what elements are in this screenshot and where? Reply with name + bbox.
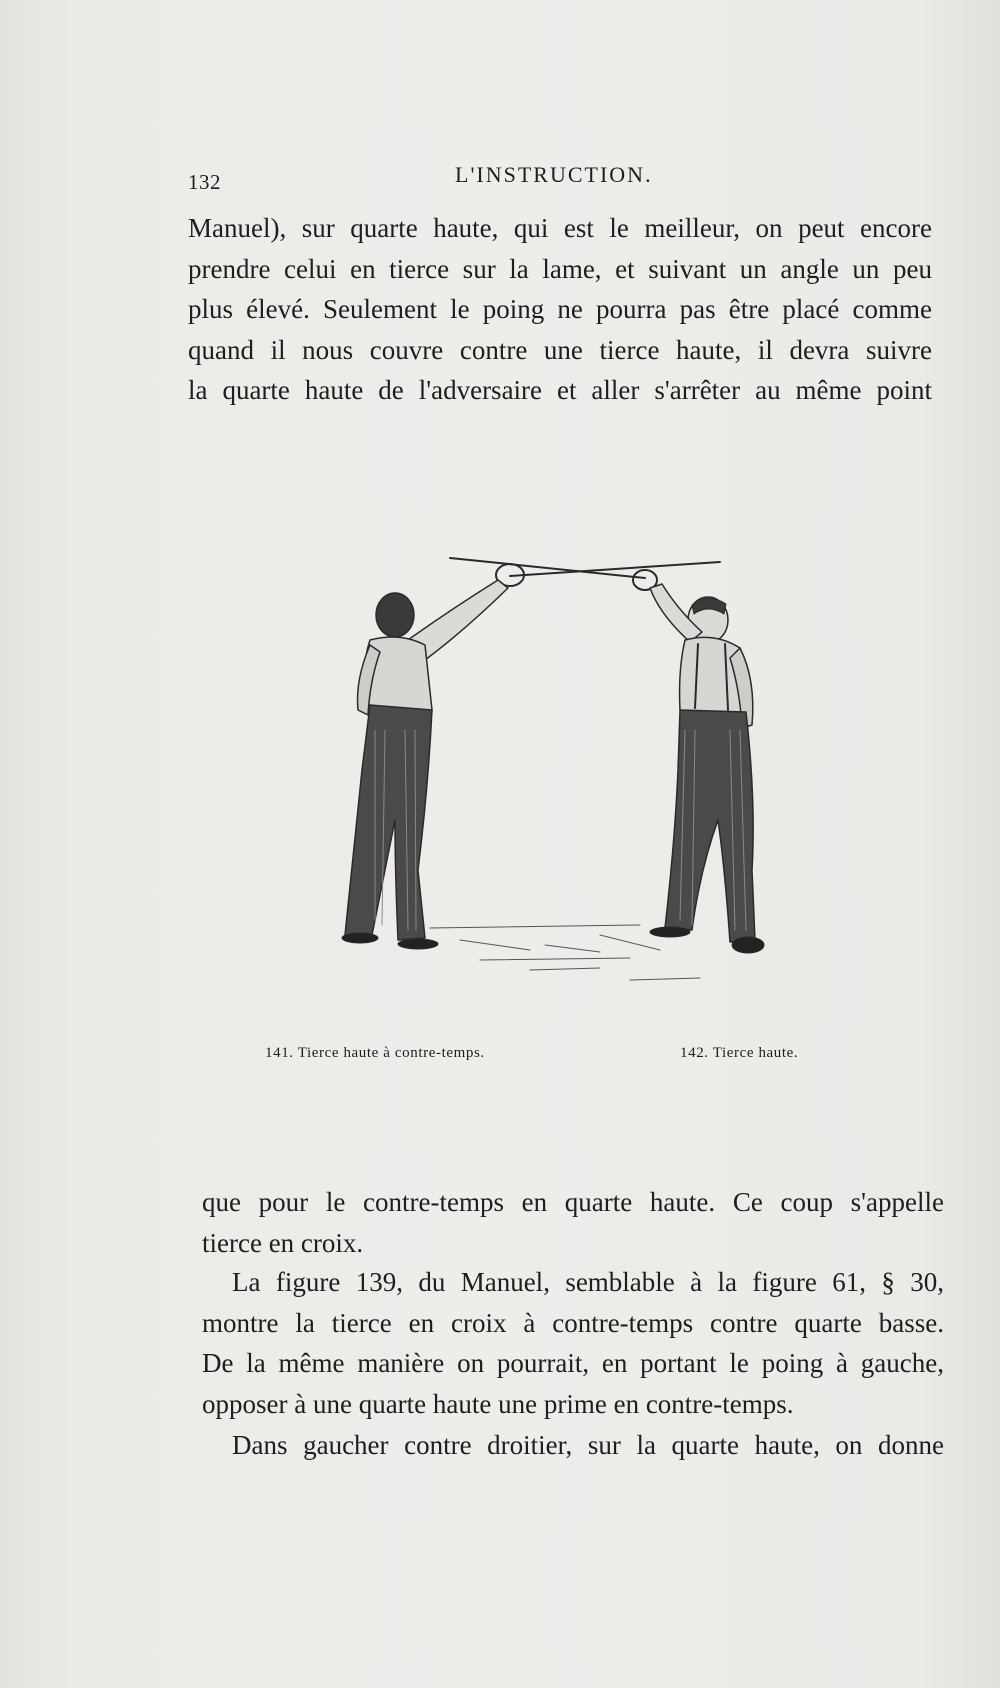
page-number: 132 <box>188 170 221 194</box>
text-line: la quarte haute de l'adversaire et aller s'arrêter au même point <box>188 375 932 405</box>
text-line: montre la tierce en croix à contre-temps contre quarte basse. <box>202 1307 944 1338</box>
right-fencer <box>650 584 764 953</box>
figure-caption-142: 142. Tierce haute. <box>680 1045 799 1061</box>
text-line: tierce en croix. <box>202 1227 364 1258</box>
text-line: quand il nous couvre contre une tierce haute, il devra suivre <box>188 334 932 365</box>
text-line: prendre celui en tierce sur la lame, et suivant un angle un peu <box>188 253 932 284</box>
fencing-engraving <box>300 540 860 1020</box>
left-fencer <box>342 580 508 949</box>
text-line: La figure 139, du Manuel, semblable à la figure 61, § 30, <box>232 1267 944 1297</box>
text-line: Manuel), sur quarte haute, qui est le meilleur, on peut encore <box>188 213 932 243</box>
figure-caption-141: 141. Tierce haute à contre-temps. <box>265 1045 485 1061</box>
running-title: L'INSTRUCTION. <box>455 162 653 187</box>
paragraph-figure-reference <box>202 1262 944 1424</box>
text-line: Dans gaucher contre droitier, sur la quarte haute, on donne <box>232 1430 944 1460</box>
text-line: opposer à une quarte haute une prime en contre-temps. <box>202 1388 794 1419</box>
text-line: plus élevé. Seulement le poing ne pourra pas être placé comme <box>188 294 932 324</box>
text-line: que pour le contre-temps en quarte haute. Ce coup s'appelle <box>202 1187 944 1217</box>
paragraph-last <box>202 1425 944 1466</box>
text-line: De la même manière on pourrait, en portant le poing à gauche, <box>202 1348 944 1378</box>
paragraph-continued <box>202 1182 944 1263</box>
paragraph-top <box>188 208 932 411</box>
right-blade <box>510 562 720 576</box>
